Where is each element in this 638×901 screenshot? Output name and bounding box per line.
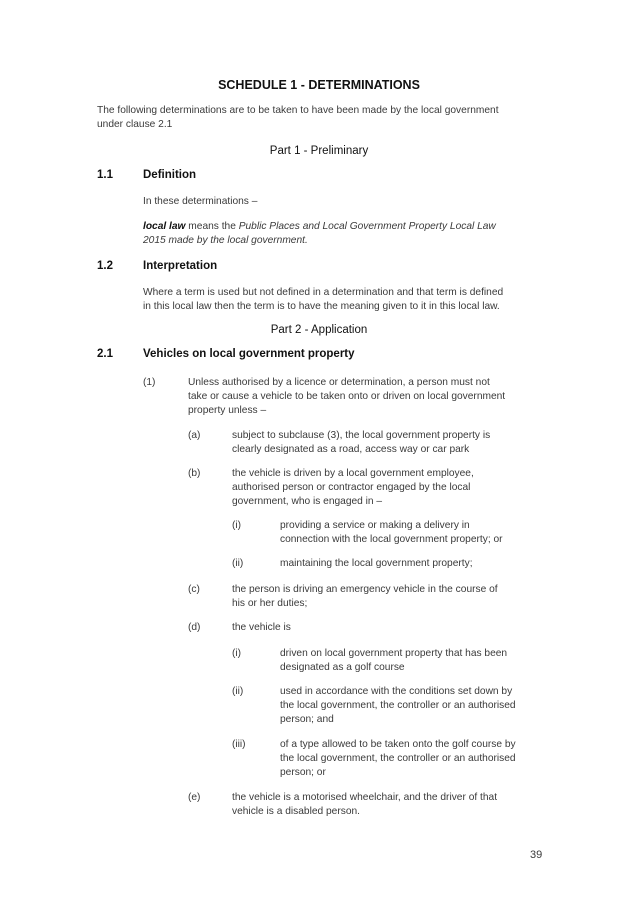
para-d-i-line-2: designated as a golf course	[280, 662, 405, 673]
interpretation-line-1: Where a term is used but not defined in a determination and that term is defined	[143, 287, 504, 298]
para-d-ii-label: (ii)	[232, 686, 244, 697]
para-d-i-label: (i)	[232, 648, 242, 659]
section-2-1-heading: Vehicles on local government property	[143, 348, 355, 360]
local-law-name: Public Places and Local Government Property Local Law	[238, 221, 496, 232]
section-1-2-number: 1.2	[97, 260, 113, 272]
part-2-heading: Part 2 - Application	[270, 324, 368, 336]
para-a-label: (a)	[188, 430, 201, 441]
para-d-iii-line-3: person; or	[280, 767, 326, 778]
definitions-lead: In these determinations –	[143, 196, 258, 207]
para-d-line-1: the vehicle is	[232, 622, 291, 633]
para-b-line-2: authorised person or contractor engaged by the local	[232, 482, 471, 493]
para-a-line-1: subject to subclause (3), the local government property is	[232, 430, 491, 441]
para-b-ii-label: (ii)	[232, 558, 244, 569]
para-d-i-line-1: driven on local government property that has been	[280, 648, 508, 659]
para-c-line-1: the person is driving an emergency vehicle in the course of	[232, 584, 498, 595]
subclause-1-line-2: take or cause a vehicle to be taken onto or driven on local government	[188, 391, 506, 402]
para-b-line-1: the vehicle is driven by a local government employee,	[232, 468, 474, 479]
para-b-i-label: (i)	[232, 520, 242, 531]
para-b-i-line-1: providing a service or making a delivery in	[280, 520, 470, 531]
defined-term: local law	[143, 221, 186, 232]
para-c-label: (c)	[188, 584, 200, 595]
part-1-heading: Part 1 - Preliminary	[269, 145, 369, 157]
page-number: 39	[530, 849, 543, 861]
subclause-1-line-3: property unless –	[188, 405, 267, 416]
para-d-ii-line-3: person; and	[280, 714, 334, 725]
para-d-iii-line-1: of a type allowed to be taken onto the golf course by	[280, 739, 516, 750]
means-text: means the	[185, 221, 239, 232]
para-b-label: (b)	[188, 468, 201, 479]
subclause-1-label: (1)	[143, 377, 156, 388]
para-d-iii-line-2: the local government, the controller or an authorised	[280, 753, 516, 764]
para-d-label: (d)	[188, 622, 201, 633]
interpretation-line-2: in this local law then the term is to have the meaning given to it in this local law.	[143, 301, 500, 312]
para-b-i-line-2: connection with the local government property; or	[280, 534, 503, 545]
local-law-definition-line-1	[143, 220, 543, 233]
para-e-label: (e)	[188, 792, 201, 803]
para-c-line-2: his or her duties;	[232, 598, 308, 609]
para-e-line-1: the vehicle is a motorised wheelchair, and the driver of that	[232, 792, 498, 803]
para-a-line-2: clearly designated as a road, access way or car park	[232, 444, 470, 455]
section-1-1-heading: Definition	[143, 169, 197, 181]
section-1-1-number: 1.1	[97, 169, 113, 181]
intro-line-2: under clause 2.1	[97, 119, 173, 130]
subclause-1-line-1: Unless authorised by a licence or determination, a person must not	[188, 377, 490, 388]
para-e-line-2: vehicle is a disabled person.	[232, 806, 360, 817]
para-d-ii-line-1: used in accordance with the conditions set down by	[280, 686, 513, 697]
page-title: SCHEDULE 1 - DETERMINATIONS	[218, 78, 420, 92]
section-2-1-number: 2.1	[97, 348, 113, 360]
intro-line-1: The following determinations are to be taken to have been made by the local government	[97, 105, 499, 116]
para-b-line-3: government, who is engaged in –	[232, 496, 383, 507]
para-d-iii-label: (iii)	[232, 739, 246, 750]
local-law-definition-line-2: 2015 made by the local government.	[143, 235, 308, 246]
section-1-2-heading: Interpretation	[143, 260, 218, 272]
para-b-ii-line-1: maintaining the local government property;	[280, 558, 473, 569]
para-d-ii-line-2: the local government, the controller or an authorised	[280, 700, 516, 711]
